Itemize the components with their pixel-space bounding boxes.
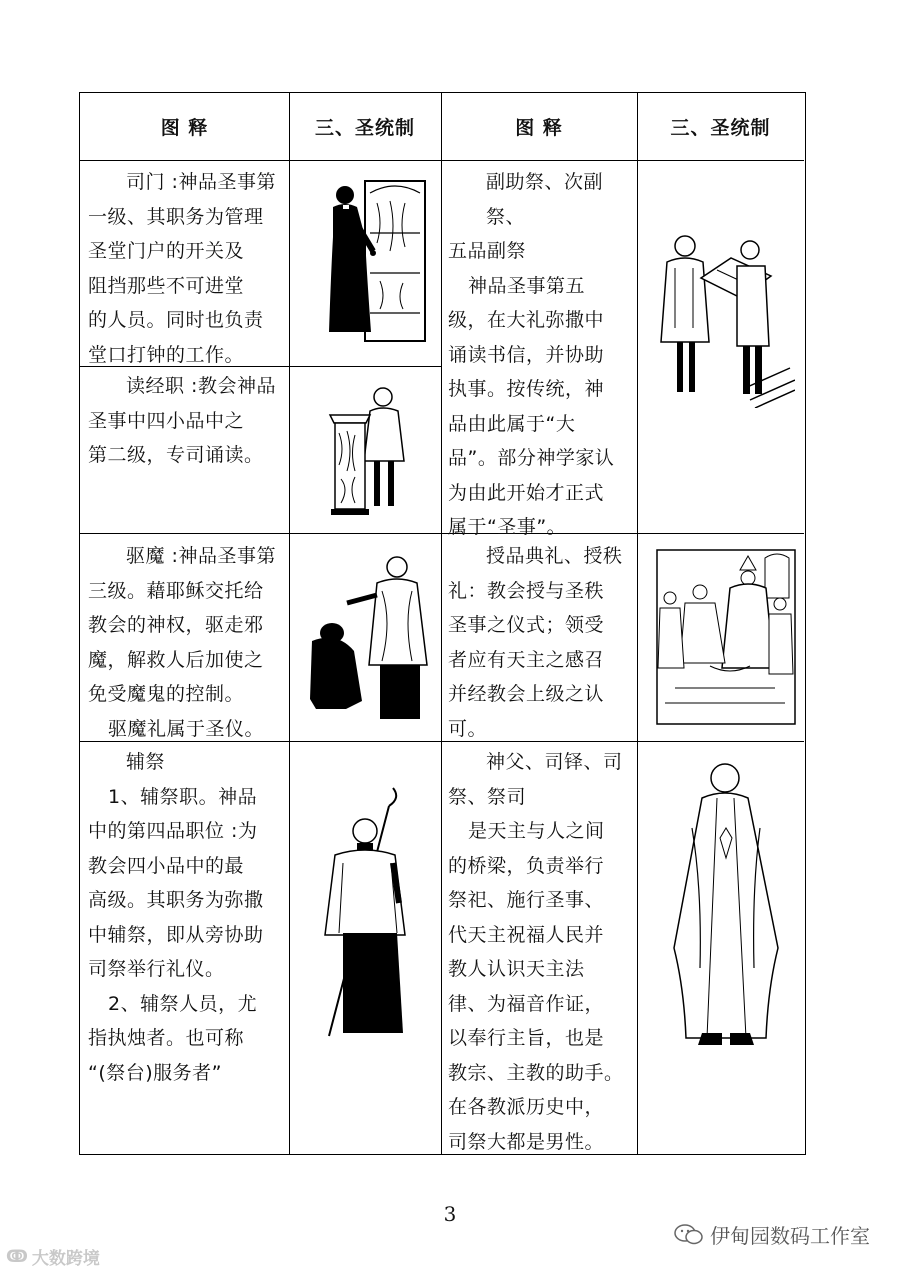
- text-line: 驱魔礼属于圣仪。: [108, 717, 265, 740]
- brand-logo-icon: ↂ: [6, 1246, 28, 1267]
- porter-description: [88, 165, 288, 372]
- text-line: 辅祭: [126, 751, 166, 773]
- acolyte-description: [88, 745, 288, 1090]
- text-line: 堂口打钟的工作。: [88, 343, 245, 366]
- text-line: 神品圣事第五: [468, 274, 586, 297]
- text-line: 一级、其职务为管理: [88, 205, 264, 228]
- text-line: 中辅祭，即从旁协助: [88, 923, 264, 946]
- priest-illustration: [662, 758, 792, 1058]
- text-line: 律、为福音作证，: [448, 992, 605, 1015]
- subdeacon-description: [448, 165, 638, 545]
- wechat-icon: [674, 1223, 704, 1247]
- watermark-left-text: 大数跨境: [31, 1249, 100, 1269]
- text-line: 属于“圣事”。: [448, 516, 567, 538]
- text-line: 魔，解救人后加使之: [88, 648, 264, 671]
- page-number: 3: [443, 1202, 457, 1226]
- text-line: 五品副祭: [448, 240, 527, 262]
- text-line: 副助祭、次副祭、: [486, 171, 604, 228]
- text-line: 司祭大都是男性。: [448, 1130, 605, 1153]
- watermark-right-text: 伊甸园数码工作室: [710, 1224, 870, 1248]
- header-hierarchy-2: 三、圣统制: [670, 117, 771, 139]
- text-line: 以奉行主旨，也是: [448, 1027, 605, 1049]
- text-line: 圣事中四小品中之: [88, 409, 245, 432]
- text-line: 礼：教会授与圣秩: [448, 579, 605, 602]
- text-line: 2、辅祭人员，尤: [108, 992, 258, 1015]
- header-legend-2: 图 释: [515, 117, 563, 139]
- text-line: 为由此开始才正式: [448, 481, 605, 504]
- porter-illustration: [315, 173, 430, 348]
- text-line: 品由此属于“大: [448, 412, 576, 435]
- text-line: 祭、祭司: [448, 785, 527, 808]
- text-line: 第二级，专司诵读。: [88, 444, 264, 466]
- text-line: 授品典礼、授秩: [486, 545, 623, 567]
- text-line: 免受魔鬼的控制。: [88, 683, 245, 705]
- exorcist-description: [88, 539, 288, 746]
- watermark-left: [6, 1244, 100, 1269]
- text-line: 驱魔 :神品圣事第: [126, 545, 276, 567]
- text-line: 者应有天主之感召: [448, 648, 605, 671]
- text-line: 三级。藉耶稣交托给: [88, 579, 264, 602]
- text-line: 教会四小品中的最: [88, 854, 245, 877]
- text-line: 司祭举行礼仪。: [88, 958, 225, 980]
- text-line: 读经职 :教会神品: [126, 375, 276, 397]
- text-line: 中的第四品职位 :为: [88, 820, 258, 842]
- text-line: 在各教派历史中，: [448, 1096, 605, 1118]
- header-hierarchy-1: 三、圣统制: [314, 117, 415, 139]
- text-line: 指执烛者。也可称: [88, 1027, 245, 1049]
- text-line: 可。: [448, 717, 488, 740]
- watermark-right: [674, 1220, 870, 1249]
- text-line: 神父、司铎、司: [486, 751, 623, 773]
- ordination-description: [448, 539, 638, 746]
- text-line: 执事。按传统，神: [448, 378, 605, 400]
- text-line: 教会的神权，驱走邪: [88, 614, 264, 636]
- text-line: 圣堂门户的开关及: [88, 240, 245, 262]
- text-line: 品”。部分神学家认: [448, 447, 615, 469]
- priest-description: [448, 745, 638, 1159]
- text-line: 司门 :神品圣事第: [126, 171, 276, 193]
- text-line: 的人员。同时也负责: [88, 309, 264, 331]
- subdeacon-illustration: [655, 228, 795, 408]
- text-line: 高级。其职务为弥撒: [88, 889, 264, 911]
- text-line: 教宗、主教的助手。: [448, 1061, 624, 1084]
- hierarchy-table: [79, 92, 806, 1155]
- text-line: “(祭台)服务者”: [88, 1061, 223, 1084]
- acolyte-illustration: [313, 783, 428, 1053]
- header-legend-1: 图 释: [160, 117, 209, 139]
- text-line: 1、辅祭职。神品: [108, 785, 258, 808]
- text-line: 诵读书信，并协助: [448, 343, 605, 366]
- text-line: 的桥梁，负责举行: [448, 854, 605, 877]
- text-line: 祭祀、施行圣事、: [448, 889, 605, 911]
- text-line: 教人认识天主法: [448, 958, 585, 980]
- lector-description: [88, 369, 288, 473]
- lector-illustration: [325, 383, 425, 518]
- text-line: 代天主祝福人民并: [448, 923, 605, 946]
- text-line: 并经教会上级之认: [448, 683, 605, 705]
- text-line: 阻挡那些不可进堂: [88, 274, 245, 297]
- exorcist-illustration: [302, 551, 437, 723]
- text-line: 是天主与人之间: [468, 820, 605, 842]
- text-line: 圣事之仪式；领受: [448, 614, 605, 636]
- text-line: 级，在大礼弥撒中: [448, 309, 605, 331]
- ordination-illustration: [655, 548, 797, 726]
